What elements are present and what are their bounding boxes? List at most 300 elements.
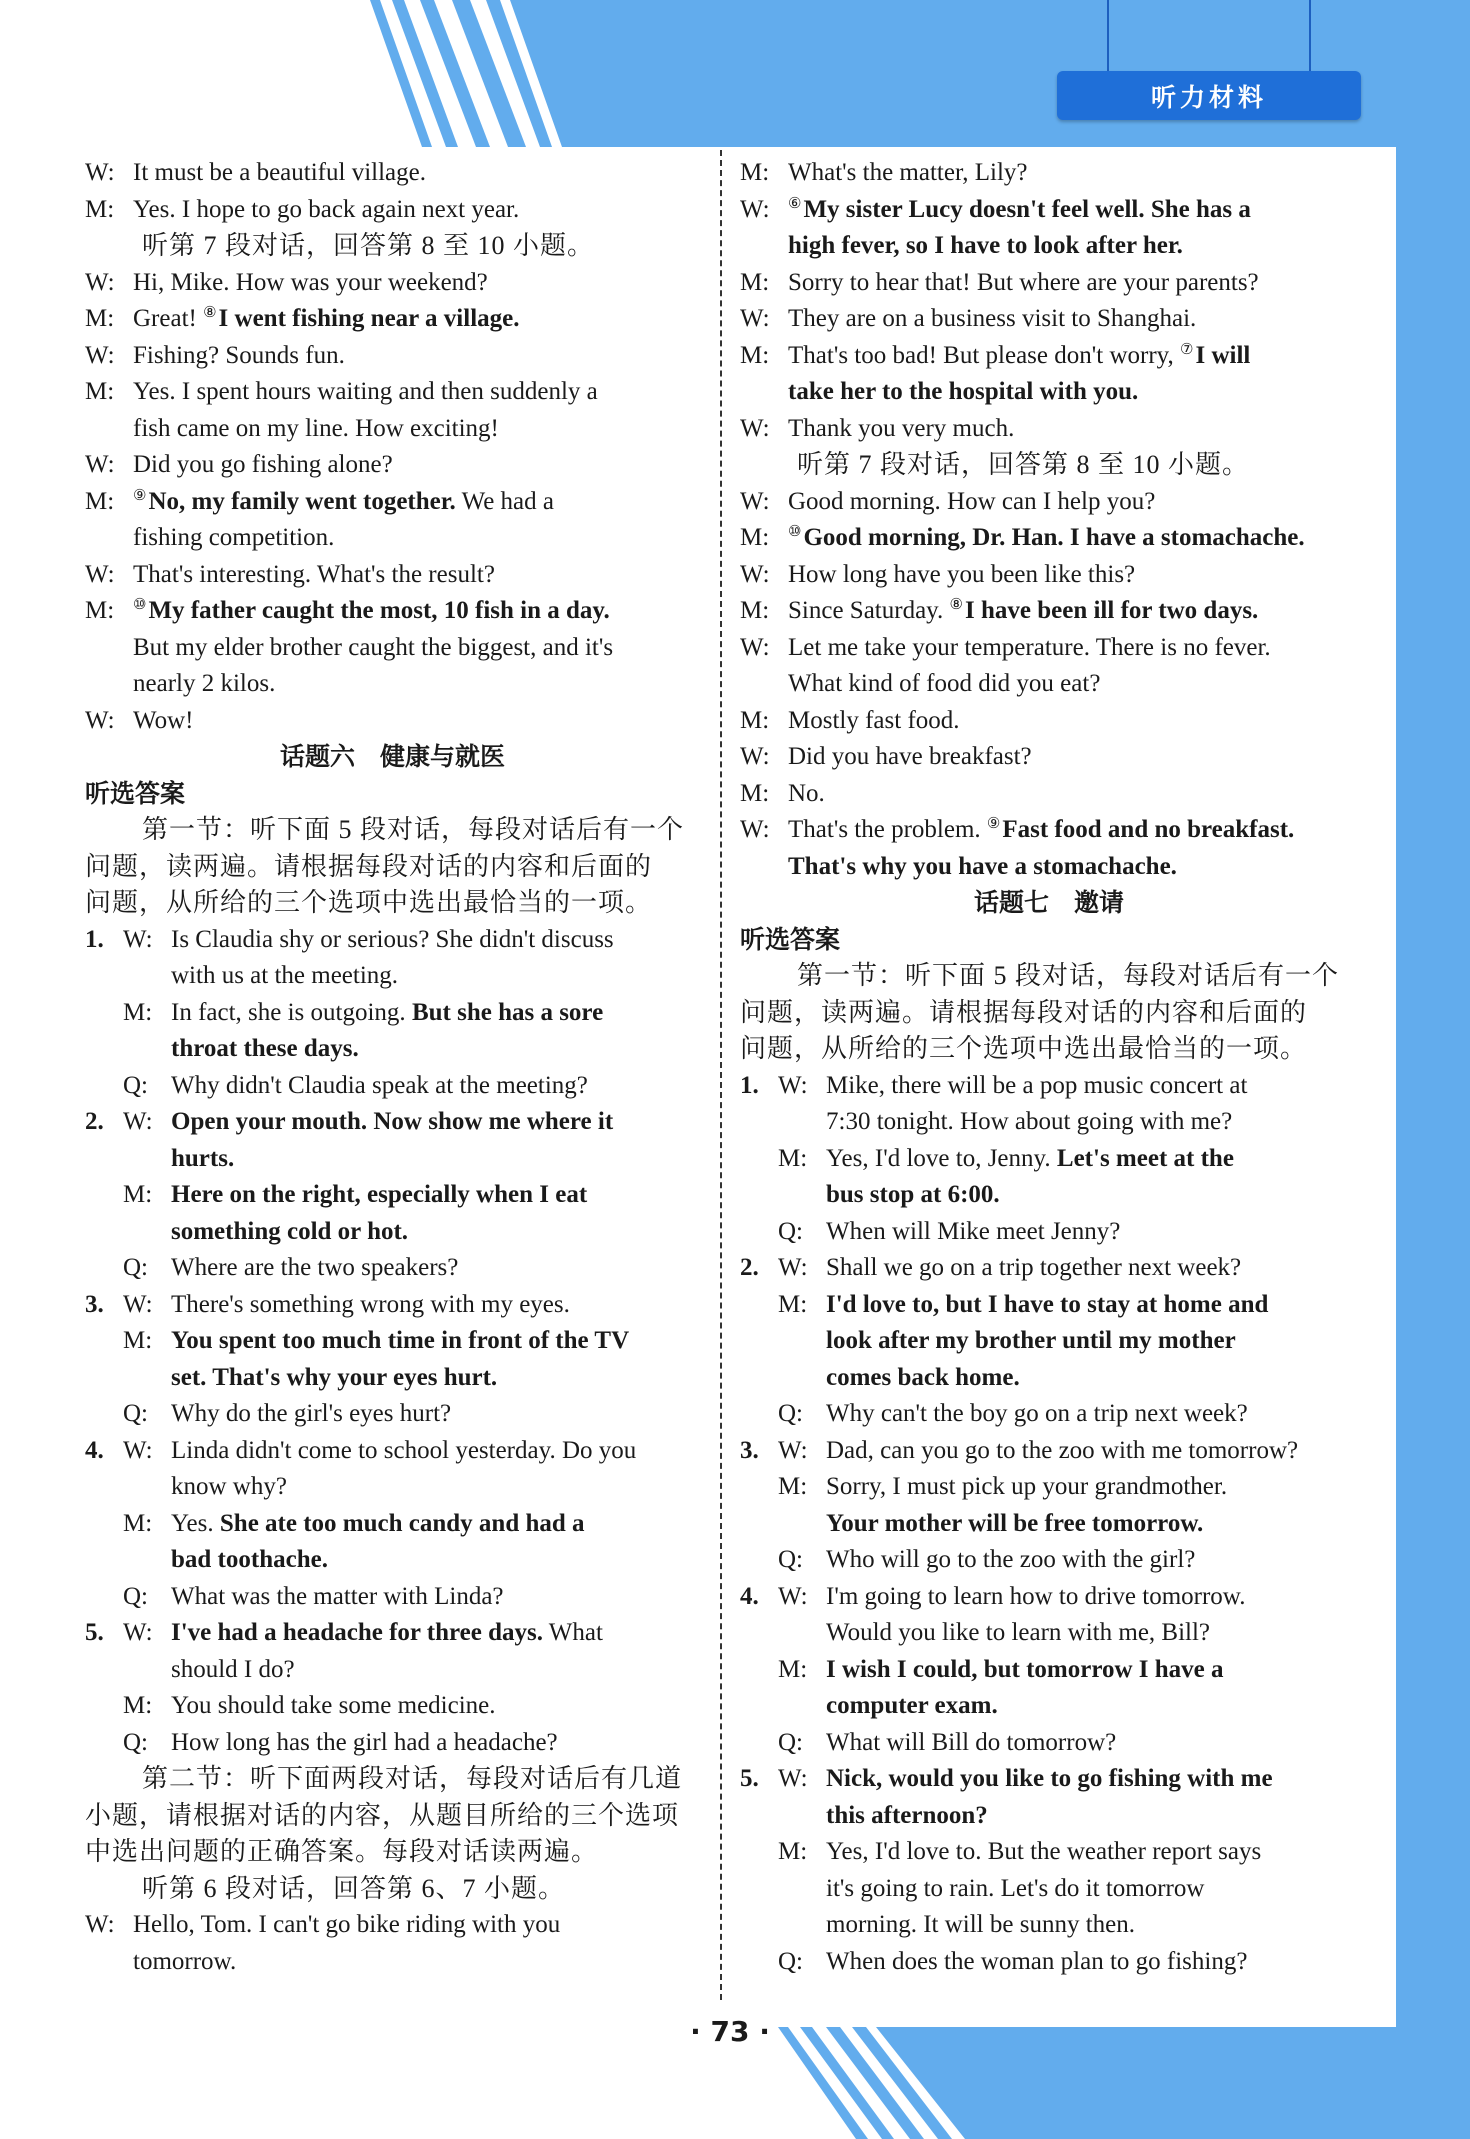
text-segment: Wow! [133, 706, 194, 734]
text-line [740, 812, 1358, 849]
line-text [142, 812, 684, 849]
answer-key-bold-text: set. That's why your eyes hurt. [171, 1363, 498, 1391]
text-segment: 7:30 tonight. How about going with me? [826, 1108, 1233, 1135]
speaker-label: W: [85, 159, 115, 186]
line-text [85, 1798, 679, 1835]
line-text [171, 1579, 504, 1616]
text-segment: fish came on my line. How exciting! [133, 414, 499, 442]
text-line [740, 630, 1358, 667]
line-text [826, 1944, 1247, 1981]
text-line [85, 301, 700, 338]
text-segment: Why can't the boy go on a trip next week? [826, 1400, 1248, 1427]
section-heading [740, 922, 1358, 959]
line-text [171, 1141, 234, 1178]
speaker-label: Q: [778, 1217, 803, 1245]
speaker-label: Q: [123, 1728, 148, 1756]
item-number: 2. [740, 1254, 759, 1281]
answer-key-bold-text: I will [1195, 341, 1251, 369]
topic-heading [85, 739, 700, 776]
line-text [740, 885, 1358, 922]
line-text [826, 1177, 1000, 1214]
text-line [85, 484, 700, 521]
text-segment: Yes, I'd love to, Jenny. [826, 1144, 1057, 1172]
text-line [740, 228, 1358, 265]
text-segment: But my elder brother caught the biggest, and it's [133, 633, 614, 661]
answer-key-bold-text: My sister Lucy doesn't feel well. She has a [803, 195, 1251, 223]
answer-key-bold-text: comes back home. [826, 1363, 1020, 1391]
text-line [85, 1104, 700, 1141]
text-segment: nearly 2 kilos. [133, 670, 276, 697]
text-line [85, 1287, 700, 1324]
line-text [826, 1798, 988, 1835]
text-line [740, 1068, 1358, 1105]
text-line [85, 338, 700, 375]
speaker-label: M: [740, 706, 770, 734]
text-segment: What was the matter with Linda? [171, 1582, 504, 1610]
speaker-label: M: [778, 1655, 808, 1683]
line-text [826, 1360, 1020, 1397]
text-line [85, 630, 700, 667]
speaker-label: M: [85, 195, 115, 223]
text-segment: How long have you been like this? [788, 560, 1136, 588]
line-text [171, 1323, 629, 1360]
answer-key-bold-text: hurts. [171, 1144, 235, 1172]
question-number-marker: ⑦ [1180, 341, 1194, 358]
line-text [788, 155, 1028, 192]
question-number-marker: ⑩ [133, 597, 147, 613]
text-segment: 话题七 邀请 [973, 888, 1124, 917]
text-segment: Mostly fast food. [788, 706, 960, 734]
answer-key-bold-text: Good morning, Dr. Han. I have a stomachache. [803, 524, 1305, 551]
text-line [740, 192, 1358, 229]
text-line [740, 520, 1358, 557]
text-segment: 第一节：听下面 5 段对话，每段对话后有一个 [797, 961, 1340, 990]
speaker-label: W: [85, 1911, 115, 1938]
speaker-label: M: [123, 1692, 153, 1719]
speaker-label: W: [740, 487, 770, 515]
line-text [826, 1469, 1227, 1506]
text-segment: What kind of food did you eat? [788, 670, 1101, 697]
speaker-label: M: [85, 597, 115, 624]
line-text [740, 922, 840, 959]
answer-key-bold-text: Let's meet at the [1056, 1144, 1234, 1172]
text-line [85, 228, 700, 265]
answer-key-bold-text: Nick, would you like to go fishing with me [826, 1765, 1273, 1792]
text-line [85, 447, 700, 484]
line-text [826, 1104, 1232, 1141]
column-divider [720, 150, 722, 2000]
line-text [826, 1068, 1247, 1105]
text-line [85, 1615, 700, 1652]
text-line [740, 1469, 1358, 1506]
text-line [85, 374, 700, 411]
text-segment: Since Saturday. [788, 597, 950, 624]
line-text [826, 1579, 1245, 1616]
text-line [740, 1177, 1358, 1214]
text-segment: We had a [455, 487, 554, 515]
line-text [171, 958, 398, 995]
speaker-label: Q: [123, 1254, 148, 1281]
line-text [85, 776, 185, 813]
line-text [133, 155, 426, 192]
text-line [85, 155, 700, 192]
text-segment: 话题六 健康与就医 [279, 742, 505, 771]
text-line [85, 1688, 700, 1725]
speaker-label: W: [778, 1436, 808, 1464]
answer-key-bold-text: My father caught the most, 10 fish in a day. [148, 597, 610, 624]
item-number: 3. [740, 1436, 759, 1464]
section-heading [85, 776, 700, 813]
speaker-label: M: [740, 159, 770, 186]
speaker-label: W: [740, 816, 770, 843]
answer-key-bold-text: But she has a sore [411, 998, 604, 1026]
line-text [826, 1396, 1248, 1433]
line-text [142, 228, 594, 265]
line-text [788, 849, 1177, 886]
line-text [826, 1907, 1135, 1944]
text-segment: 中选出问题的正确答案。每段对话读两遍。 [85, 1837, 599, 1866]
text-segment: Let me take your temperature. There is no fever. [788, 633, 1271, 661]
text-segment: Hi, Mike. How was your weekend? [133, 268, 488, 296]
speaker-label: M: [740, 524, 770, 551]
question-number-marker: ⑩ [788, 524, 802, 540]
text-line [740, 958, 1358, 995]
text-segment: There's something wrong with my eyes. [171, 1290, 570, 1318]
text-line [740, 1323, 1358, 1360]
text-segment: fishing competition. [133, 524, 335, 551]
speaker-label: M: [85, 487, 115, 515]
speaker-label: W: [740, 743, 770, 770]
answer-key-bold-text: Here on the right, especially when I eat [171, 1181, 588, 1208]
line-text [171, 1031, 359, 1068]
line-text [133, 411, 499, 448]
text-segment: Yes. [171, 1509, 220, 1537]
text-segment: Yes, I'd love to. But the weather report says [826, 1838, 1262, 1865]
text-line [85, 1360, 700, 1397]
answer-key-bold-text: take her to the hospital with you. [788, 378, 1139, 405]
text-line [740, 411, 1358, 448]
line-text [826, 1725, 1116, 1762]
line-text [133, 265, 488, 302]
line-text [788, 812, 1294, 849]
text-line [85, 849, 700, 886]
text-segment: 听第 7 段对话，回答第 8 至 10 小题。 [797, 450, 1250, 479]
line-text [826, 1323, 1236, 1360]
item-number: 2. [85, 1108, 104, 1135]
line-text [171, 1360, 497, 1397]
speaker-label: W: [123, 1108, 153, 1135]
text-segment: Fishing? Sounds fun. [133, 341, 345, 369]
text-line [740, 447, 1358, 484]
text-segment: know why? [171, 1473, 287, 1500]
line-text [133, 520, 334, 557]
line-text [788, 666, 1100, 703]
text-segment: Why do the girl's eyes hurt? [171, 1400, 452, 1427]
line-text [171, 1615, 603, 1652]
line-text [171, 995, 603, 1032]
text-line [85, 411, 700, 448]
text-line [740, 1761, 1358, 1798]
text-segment: What will Bill do tomorrow? [826, 1728, 1117, 1756]
text-segment: Yes. I hope to go back again next year. [133, 195, 520, 223]
text-line [740, 666, 1358, 703]
text-segment: Hello, Tom. I can't go bike riding with you [133, 1911, 561, 1938]
speaker-label: W: [740, 195, 770, 223]
text-segment: When does the woman plan to go fishing? [826, 1947, 1248, 1975]
text-line [85, 1396, 700, 1433]
question-number-marker: ⑧ [949, 597, 963, 613]
speaker-label: W: [778, 1071, 808, 1099]
line-text [826, 1761, 1273, 1798]
text-segment: Who will go to the zoo with the girl? [826, 1546, 1196, 1573]
speaker-label: W: [85, 341, 115, 369]
text-segment: 小题，请根据对话的内容，从题目所给的三个选项 [85, 1800, 680, 1830]
text-line [85, 1250, 700, 1287]
speaker-label: M: [123, 998, 153, 1026]
answer-key-bold-text: bus stop at 6:00. [826, 1181, 1000, 1208]
speaker-label: M: [740, 341, 770, 369]
text-segment: Where are the two speakers? [171, 1254, 459, 1281]
question-number-marker: ⑥ [788, 195, 802, 212]
answer-key-bold-text: high fever, so I have to look after her. [788, 232, 1183, 259]
speaker-label: M: [123, 1509, 153, 1537]
speaker-label: Q: [778, 1546, 803, 1573]
speaker-label: W: [740, 305, 770, 332]
line-text [133, 666, 275, 703]
text-segment: When will Mike meet Jenny? [826, 1217, 1121, 1245]
answer-key-bold-text: computer exam. [826, 1692, 998, 1719]
speaker-label: W: [778, 1765, 808, 1792]
speaker-label: Q: [123, 1071, 148, 1099]
left-column [85, 155, 700, 1980]
text-line [85, 1469, 700, 1506]
speaker-label: Q: [123, 1400, 148, 1427]
answer-key-bold-text: I went fishing near a village. [218, 305, 520, 332]
text-line [740, 849, 1358, 886]
text-segment: Thank you very much. [788, 414, 1015, 442]
line-text [171, 1104, 613, 1141]
speaker-label: M: [778, 1473, 808, 1500]
speaker-label: W: [740, 414, 770, 442]
text-line [740, 1433, 1358, 1470]
speaker-label: M: [778, 1144, 808, 1172]
text-line [740, 484, 1358, 521]
text-segment: Did you have breakfast? [788, 743, 1032, 770]
line-text [133, 703, 193, 740]
speaker-label: M: [123, 1327, 153, 1354]
line-text [133, 374, 598, 411]
text-line [740, 155, 1358, 192]
answer-key-bold-text: You spent too much time in front of the TV [171, 1327, 630, 1354]
line-text [133, 1907, 560, 1944]
speaker-label: M: [740, 597, 770, 624]
speaker-label: W: [123, 1436, 153, 1464]
answer-key-bold-text: Your mother will be free tomorrow. [826, 1509, 1204, 1537]
text-segment: 问题，从所给的三个选项中选出最恰当的一项。 [740, 1034, 1308, 1063]
speaker-label: W: [123, 925, 153, 953]
speaker-label: W: [123, 1290, 153, 1318]
line-text [788, 776, 825, 813]
speaker-label: W: [85, 706, 115, 734]
line-text [171, 1177, 587, 1214]
text-segment: In fact, she is outgoing. [171, 998, 412, 1026]
answer-key-bold-text: Open your mouth. Now show me where it [171, 1108, 614, 1135]
text-line [740, 557, 1358, 594]
line-text [826, 1688, 998, 1725]
speaker-label: W: [85, 268, 115, 296]
line-text [171, 1469, 287, 1506]
line-text [797, 958, 1339, 995]
answer-key-bold-text: bad toothache. [171, 1546, 328, 1573]
speaker-label: Q: [778, 1947, 803, 1975]
text-segment: 听第 6 段对话，回答第 6、7 小题。 [142, 1873, 566, 1903]
text-line [740, 374, 1358, 411]
line-text [133, 338, 345, 375]
text-line [85, 1579, 700, 1616]
line-text [826, 1834, 1261, 1871]
line-text [826, 1615, 1210, 1652]
answer-key-bold-text: Fast food and no breakfast. [1002, 816, 1295, 843]
line-text [171, 1068, 588, 1105]
text-line [740, 1141, 1358, 1178]
speaker-label: M: [778, 1290, 808, 1318]
text-line [85, 1542, 700, 1579]
answer-key-bold-text: I wish I could, but tomorrow I have a [826, 1655, 1224, 1683]
text-segment: I'm going to learn how to drive tomorrow. [826, 1582, 1246, 1610]
text-line [85, 666, 700, 703]
text-line [740, 1214, 1358, 1251]
text-segment: 听选答案 [740, 924, 841, 954]
line-text [826, 1433, 1298, 1470]
line-text [171, 1688, 496, 1725]
line-text [826, 1506, 1203, 1543]
answer-key-bold-text: I'd love to, but I have to stay at home and [826, 1290, 1269, 1318]
text-segment: 听第 7 段对话，回答第 8 至 10 小题。 [142, 231, 595, 260]
text-line [740, 1579, 1358, 1616]
text-line [85, 1031, 700, 1068]
line-text [85, 1834, 598, 1871]
speaker-label: M: [740, 779, 770, 807]
text-segment: Shall we go on a trip together next week? [826, 1254, 1242, 1281]
text-segment: How long has the girl had a headache? [171, 1728, 558, 1756]
line-text [788, 739, 1032, 776]
text-line [740, 593, 1358, 630]
line-text [171, 1214, 408, 1251]
question-number-marker: ⑧ [203, 305, 217, 321]
text-line [85, 1907, 700, 1944]
text-segment: 问题，从所给的三个选项中选出最恰当的一项。 [85, 888, 653, 917]
text-line [85, 265, 700, 302]
text-line [85, 885, 700, 922]
text-segment: 问题，读两遍。请根据每段对话的内容和后面的 [740, 997, 1308, 1027]
line-text [826, 1542, 1195, 1579]
text-line [85, 1944, 700, 1981]
item-number: 1. [85, 925, 104, 953]
section-tab-listening-materials: 听力材料 [1057, 71, 1361, 120]
text-line [85, 1141, 700, 1178]
item-number: 5. [85, 1619, 104, 1646]
answer-key-bold-text: That's why you have a stomachache. [788, 852, 1177, 880]
text-segment: Linda didn't come to school yesterday. Do you [171, 1436, 637, 1464]
text-line [740, 265, 1358, 302]
speaker-label: M: [85, 305, 115, 332]
text-segment: Dad, can you go to the zoo with me tomorrow? [826, 1436, 1299, 1464]
line-text [788, 630, 1271, 667]
line-text [133, 593, 610, 630]
text-line [740, 1615, 1358, 1652]
right-column [740, 155, 1358, 1980]
text-line [85, 703, 700, 740]
line-text [133, 484, 554, 521]
text-line [85, 557, 700, 594]
text-line [85, 520, 700, 557]
topic-heading [740, 885, 1358, 922]
text-line [740, 1944, 1358, 1981]
answer-key-bold-text: this afternoon? [826, 1801, 988, 1829]
text-segment: That's interesting. What's the result? [133, 560, 495, 588]
text-line [85, 1433, 700, 1470]
text-line [85, 1214, 700, 1251]
text-segment: Sorry to hear that! But where are your parents? [788, 268, 1259, 296]
page-number: · 73 · [690, 2015, 770, 2048]
text-segment: morning. It will be sunny then. [826, 1911, 1135, 1938]
text-line [740, 1907, 1358, 1944]
text-line [740, 1652, 1358, 1689]
text-line [85, 192, 700, 229]
text-line [740, 703, 1358, 740]
text-segment: Would you like to learn with me, Bill? [826, 1619, 1211, 1646]
line-text [133, 192, 519, 229]
line-text [133, 630, 613, 667]
text-segment: It must be a beautiful village. [133, 159, 426, 186]
text-line [85, 1177, 700, 1214]
text-segment: 问题，读两遍。请根据每段对话的内容和后面的 [85, 851, 653, 881]
text-segment: Sorry, I must pick up your grandmother. [826, 1473, 1228, 1500]
speaker-label: M: [740, 268, 770, 296]
line-text [740, 995, 1307, 1032]
text-segment: Good morning. How can I help you? [788, 487, 1156, 515]
line-text [142, 1761, 682, 1798]
line-text [142, 1871, 565, 1908]
text-line [740, 1250, 1358, 1287]
text-line [740, 1798, 1358, 1835]
line-text [826, 1287, 1268, 1324]
text-segment: tomorrow. [133, 1947, 237, 1975]
text-line [85, 1323, 700, 1360]
text-segment: Mike, there will be a pop music concert at [826, 1071, 1248, 1099]
line-text [788, 484, 1155, 521]
speaker-label: M: [778, 1838, 808, 1865]
text-segment: Great! [133, 305, 204, 332]
line-text [788, 411, 1014, 448]
text-line [740, 1688, 1358, 1725]
text-line [85, 1798, 700, 1835]
text-segment: Yes. I spent hours waiting and then suddenly a [133, 378, 598, 405]
line-text [171, 1287, 570, 1324]
answer-key-bold-text: something cold or hot. [171, 1217, 409, 1245]
text-line [85, 958, 700, 995]
speaker-label: W: [740, 633, 770, 661]
text-segment: What [543, 1619, 603, 1646]
text-line [740, 776, 1358, 813]
line-text [133, 557, 495, 594]
text-line [740, 338, 1358, 375]
line-text [133, 301, 520, 338]
text-line [740, 1834, 1358, 1871]
item-number: 5. [740, 1765, 759, 1792]
speaker-label: Q: [123, 1582, 148, 1610]
speaker-label: W: [85, 560, 115, 588]
